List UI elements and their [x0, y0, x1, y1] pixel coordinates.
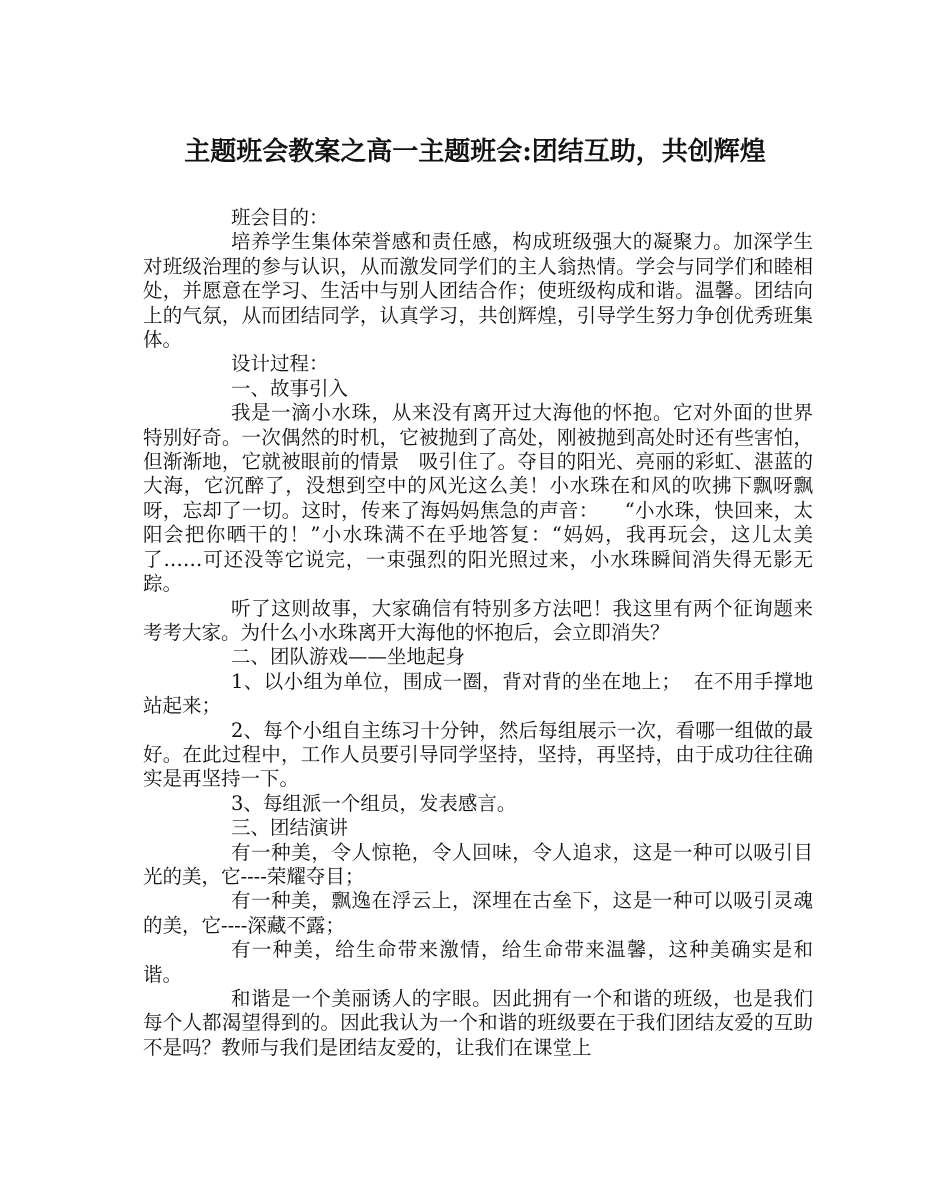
paragraph-design-heading: 设计过程： — [231, 352, 329, 376]
paragraph-game-step-1: 1、以小组为单位，围成一圈，背对背的坐在地上； 在不用手撑地站起来； — [143, 669, 813, 718]
paragraph-speech-1: 有一种美，令人惊艳，令人回味，令人追求，这是一种可以吸引目光的美，它----荣耀夺目； — [143, 840, 813, 888]
section-heading-game: 二、团队游戏——坐地起身 — [231, 645, 466, 669]
paragraph-story: 我是一滴小水珠，从来没有离开过大海他的怀抱。它对外面的世界特别好奇。一次偶然的时机，它被抛到了高处，刚被抛到高处时还有些害怕，但渐渐地，它就被眼前的情景 吸引住了。夺目的阳光、亮丽的彩虹、湛蓝的大海，它沉醉了，没想到空中的风光这么美！小水珠在和风的吹拂下飘呀飘呀，忘却了一切。这时，传来了海妈妈焦急的声音： “小水珠，快回来，太阳会把你晒干的！”小水珠满不在乎地答复：“妈妈，我再玩会，这儿太美了……可还没等它说完，一束强烈的阳光照过来，小水珠瞬间消失得无影无踪。 — [143, 401, 813, 596]
document-body — [143, 206, 813, 1060]
paragraph-story-question: 听了这则故事，大家确信有特别多方法吧！我这里有两个征询题来考考大家。为什么小水珠离开大海他的怀抱后，会立即消失？ — [143, 596, 813, 644]
paragraph-speech-2: 有一种美，飘逸在浮云上，深埋在古垒下，这是一种可以吸引灵魂的美，它----深藏不露； — [143, 889, 813, 937]
paragraph-harmony: 和谐是一个美丽诱人的字眼。因此拥有一个和谐的班级，也是我们每个人都渴望得到的。因此我认为一个和谐的班级要在于我们团结友爱的互助不是吗？教师与我们是团结友爱的，让我们在课堂上 — [143, 987, 813, 1059]
paragraph-game-step-2: 2、每个小组自主练习十分钟，然后每组展示一次，看哪一组做的最好。在此过程中，工作人员要引导同学坚持，坚持，再坚持，由于成功往往确实是再坚持一下。 — [143, 718, 813, 791]
section-heading-speech: 三、团结演讲 — [231, 816, 349, 840]
paragraph-game-step-3: 3、每组派一个组员，发表感言。 — [231, 791, 517, 815]
paragraph-purpose: 培养学生集体荣誉感和责任感，构成班级强大的凝聚力。加深学生对班级治理的参与认识，从而激发同学们的主人翁热情。学会与同学们和睦相处，并愿意在学习、生活中与别人团结合作；使班级构成和谐。温馨。团结向上的气氛，从而团结同学，认真学习，共创辉煌，引导学生努力争创优秀班集体。 — [143, 230, 813, 352]
section-heading-story: 一、故事引入 — [231, 376, 349, 400]
document-title: 主题班会教案之高一主题班会:团结互助，共创辉煌 — [184, 137, 766, 167]
paragraph-speech-3: 有一种美，给生命带来激情，给生命带来温馨，这种美确实是和谐。 — [143, 938, 813, 986]
paragraph-purpose-heading: 班会目的： — [231, 206, 329, 229]
